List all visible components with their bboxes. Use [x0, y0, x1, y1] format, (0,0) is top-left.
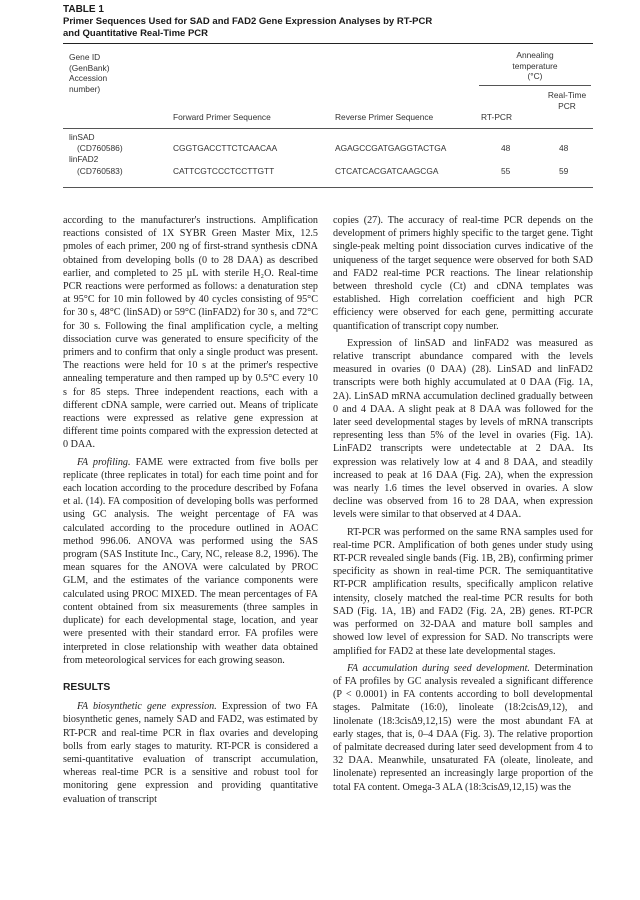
- header-rt-pcr: RT-PCR: [481, 112, 513, 122]
- cell-gene: linFAD2: [69, 154, 99, 164]
- cell-forward: CGGTGACCTTCTCAACAA: [173, 143, 278, 153]
- run-in-heading: FA profiling.: [77, 456, 131, 468]
- header-span-rule: [479, 85, 591, 86]
- cell-rt-pcr: 48: [501, 143, 511, 153]
- table-label: TABLE 1: [63, 4, 104, 15]
- table-header: [63, 44, 593, 128]
- header-reverse-primer: Reverse Primer Sequence: [335, 112, 434, 122]
- header-gene-id: Gene ID (GenBank) Accession number): [69, 52, 110, 94]
- cell-accession: (CD760586): [77, 143, 123, 153]
- header-real-time-pcr: Real-Time PCR: [547, 90, 587, 111]
- table-body: [63, 129, 593, 187]
- paragraph: FA biosynthetic gene expression. Expression of two FA biosynthetic genes, namely SAD and FAD2, was estimated by RT-PCR and real-time PCR in flax ovaries and developing bolls from early stages to maturity. RT-PCR is considered a semi-quantitative evaluation of transcript accumulation, whereas real-time PCR is a sensitive and robust tool for monitoring gene expression and providing quantitative evaluation of transcript: [63, 701, 319, 805]
- section-heading: RESULTS: [63, 681, 111, 693]
- cell-real-time: 48: [559, 143, 569, 153]
- cell-reverse: AGAGCCGATGAGGTACTGA: [335, 143, 447, 153]
- header-annealing-temperature: Annealing temperature (°C): [512, 50, 558, 81]
- table-bottom-rule: [63, 187, 593, 188]
- cell-forward: CATTCGTCCCTCCTTGTT: [173, 166, 275, 176]
- paragraph: FA profiling. FAME were extracted from five bolls per replicate (three replicates in total) for each time point and for each location according to the procedure described by Fofana et al. (14). FA composition of developing bolls was performed using GC analysis. The weight percentage of FA was calculated according to the procedure outlined in AOAC method 996.06. ANOVA was performed using the SAS program (SAS Institute Inc., Cary, NC, release 8.2, 1996). The mean squares for the ANOVA were calculated by PROC GLM, and the estimates of the variance components were calculated using PROC MIXED. The mean percentages of FA content obtained from six measurements (three samples in duplicate) for each developmental stage, location, and year were presented with their standard error. FA profiles were interpreted in close relationship with weather data obtained from meteorological services for each growing season.: [63, 456, 318, 666]
- paragraph: according to the manufacturer's instructions. Amplification reactions consisted of 1X SYBR Green Master Mix, 12.5 pmoles of each primer, 200 ng of first-strand synthesis cDNA obtained from developing bolls (0 to 28 DAA) as described earlier, and completed to 25 µL with sterile H₂O. Real-time PCR reactions were performed as follows: a denaturation step at 95°C for 10 min followed by 40 cycles consisting of 95°C for 30 s, 48°C (linSAD) or 59°C (linFAD2) for 30 s, and 72°C for 30 s. Following the final amplification cycle, a melting dissociation curve was generated to ensure specificity of the primers and to confirm that only a single product was present. The reactions were held for 10 s at the primer's respective annealing temperature and then ramped up by 0.5°C every 10 s for 85 steps. Three independent reactions, each with a different cDNA sample, were carried out. Means of triplicate reactions were expressed as relative gene expression at different time points compared with the expression detected at 0 DAA.: [63, 215, 318, 451]
- cell-accession: (CD760583): [77, 166, 123, 176]
- cell-real-time: 59: [559, 166, 569, 176]
- table-caption: [63, 16, 593, 40]
- right-column: [333, 214, 593, 794]
- paragraph: FA accumulation during seed development. Determination of FA profiles by GC analysis revealed a significant difference (P < 0.0001) in FA contents according to boll developmental stages. Palmitate (16:0), linoleate (18:2cisΔ9,12), and linolenate (18:3cisΔ9,12,15) were the most abundant FA at early stages, that is, 0–4 DAA (Fig. 3). The relative proportion of palmitate decreased during later seed development from 4 to 32 DAA. Meanwhile, unsaturated FA (oleate, linoleate, and linolenate) represented an increasingly large proportion of the total FA content. Omega-3 ALA (18:3cisΔ9,12,15) was the: [333, 662, 593, 793]
- paragraph: Expression of linSAD and linFAD2 was measured as relative transcript abundance compared with the levels measured in ovaries (0 DAA) (28). LinSAD and linFAD2 transcripts were both highly accumulated at 0 DAA (Fig. 1A, 2A). LinSAD mRNA accumulation declined gradually between 0 and 4 DAA. A slight peak at 8 DAA was followed for the later seed developmental stages by levels of mRNA transcripts representing less than 5% of the level in ovaries (Fig. 1A). LinFAD2 transcripts were undetectable at 2 DAA. Its expression was relatively low at 4 and 8 DAA, and steadily increased to peak at 16 DAA (Fig. 2A), when the expression was nearly 1.6 times the level observed in ovaries. A slow decline was observed from 16 to 28 DAA, when expression levels were similar to that observed at 4 DAA.: [333, 337, 593, 521]
- cell-rt-pcr: 55: [501, 166, 511, 176]
- left-column: [63, 214, 318, 806]
- run-in-heading: FA biosynthetic gene expression.: [77, 701, 217, 713]
- table-caption-line: Primer Sequences Used for SAD and FAD2 Gene Expression Analyses by RT-PCR: [63, 16, 433, 27]
- paragraph: RT-PCR was performed on the same RNA samples used for real-time PCR. Amplification of both genes under study using RT-PCR revealed single bands (Fig. 1B, 2B), confirming primer specificity as shown in real-time PCR. The semiquantitative RT-PCR amplification results, specifically amplicon relative intensity, closely matched the real-time PCR results for both SAD (Fig. 1A, 1B) and FAD2 (Fig. 2A, 2B) genes. RT-PCR was performed on 32-DAA and mature boll samples and showed low level of expression for SAD. No transcripts were amplified for FAD2 at these late developmental stages.: [333, 526, 593, 657]
- table-1: [63, 4, 593, 188]
- header-forward-primer: Forward Primer Sequence: [173, 112, 271, 122]
- run-in-heading: FA accumulation during seed development.: [347, 662, 530, 674]
- paragraph: copies (27). The accuracy of real-time PCR depends on the development of primers highly specific to the target gene. Tight single-peak melting point dissociation curves indicative of the uniqueness of the target sequence were observed for both SAD and FAD2 real-time PCR reactions. The linear relationship between threshold cycle (Ct) and cDNA templates was established. High correlation coefficient and high PCR efficiency were observed for each gene, permitting accurate quantification of transcript copy number.: [333, 215, 593, 332]
- cell-gene: linSAD: [69, 132, 95, 142]
- cell-reverse: CTCATCACGATCAAGCGA: [335, 166, 439, 176]
- table-caption-line: and Quantitative Real-Time PCR: [63, 28, 208, 39]
